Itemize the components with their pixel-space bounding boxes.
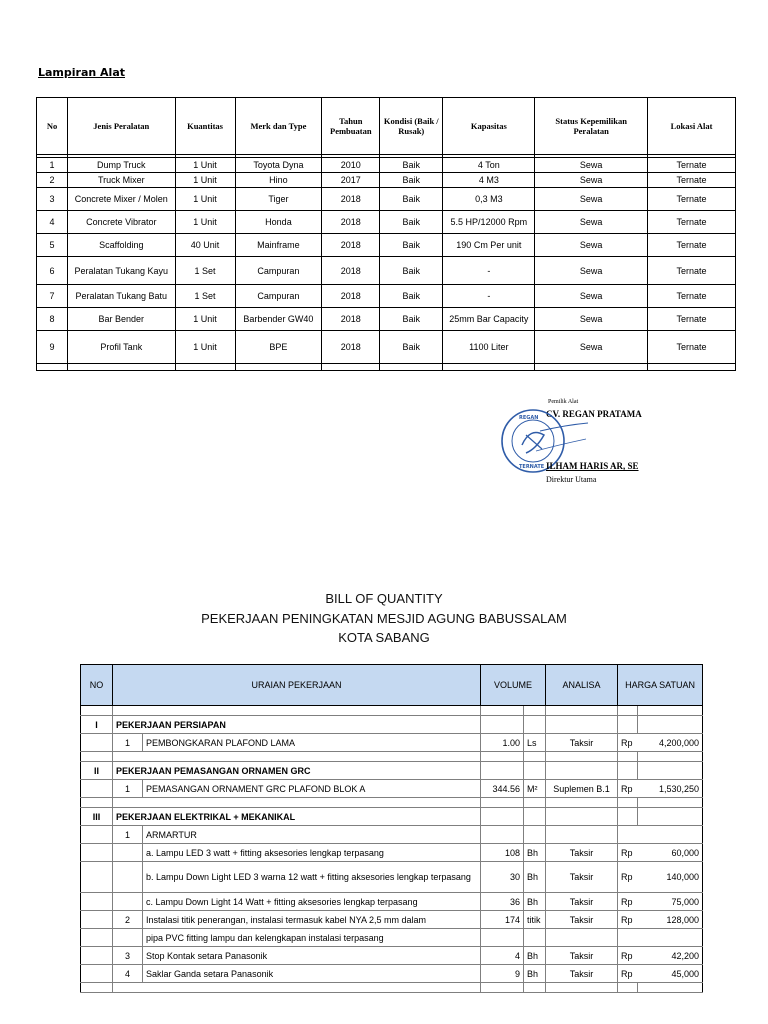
- location: Ternate: [648, 331, 736, 364]
- item-unit: Bh: [524, 947, 546, 965]
- section-row: [81, 716, 703, 734]
- item-no: 1: [113, 780, 143, 798]
- location: Ternate: [648, 234, 736, 257]
- condition: Baik: [380, 331, 443, 364]
- table-row: [37, 308, 736, 331]
- table-row: [81, 911, 703, 929]
- signer-role: Direktur Utama: [546, 475, 597, 484]
- table-row: [37, 331, 736, 364]
- col-header: Kondisi (Baik / Rusak): [380, 98, 443, 155]
- section-no: I: [81, 716, 113, 734]
- item-desc: PEMBONGKARAN PLAFOND LAMA: [143, 734, 481, 752]
- row-no: 6: [37, 257, 68, 285]
- boq-header-uraian: URAIAN PEKERJAAN: [113, 665, 481, 706]
- ownership-status: Sewa: [535, 331, 648, 364]
- item-rp: Rp: [618, 893, 638, 911]
- quantity: 1 Unit: [175, 173, 235, 188]
- brand-type: Campuran: [235, 285, 322, 308]
- ownership-status: Sewa: [535, 257, 648, 285]
- condition: Baik: [380, 234, 443, 257]
- location: Ternate: [648, 158, 736, 173]
- item-price: 45,000: [638, 965, 703, 983]
- quantity: 1 Set: [175, 285, 235, 308]
- item-analisa: Taksir: [546, 965, 618, 983]
- item-rp: Rp: [618, 780, 638, 798]
- boq-title: BILL OF QUANTITY: [325, 591, 443, 606]
- item-volume: 36: [481, 893, 524, 911]
- item-price: 75,000: [638, 893, 703, 911]
- col-header: Jenis Peralatan: [68, 98, 176, 155]
- quantity: 40 Unit: [175, 234, 235, 257]
- item-volume: 108: [481, 844, 524, 862]
- equipment-type: Peralatan Tukang Batu: [68, 285, 176, 308]
- section-no: III: [81, 808, 113, 826]
- item-rp: Rp: [618, 844, 638, 862]
- equipment-type: Bar Bender: [68, 308, 176, 331]
- item-price: 60,000: [638, 844, 703, 862]
- item-desc: Saklar Ganda setara Panasonik: [143, 965, 481, 983]
- item-analisa: Taksir: [546, 911, 618, 929]
- capacity: 4 Ton: [443, 158, 535, 173]
- capacity: 5.5 HP/12000 Rpm: [443, 211, 535, 234]
- row-no: 9: [37, 331, 68, 364]
- item-desc: a. Lampu LED 3 watt + fitting aksesories lengkap terpasang: [143, 844, 481, 862]
- owner-label: Pemilik Alat: [548, 399, 579, 405]
- item-analisa: Suplemen B.1: [546, 780, 618, 798]
- table-row: [81, 844, 703, 862]
- year: 2018: [322, 257, 380, 285]
- item-no: 3: [113, 947, 143, 965]
- year: 2010: [322, 158, 380, 173]
- section-title: PEKERJAAN PERSIAPAN: [113, 716, 481, 734]
- boq-header-volume: VOLUME: [481, 665, 546, 706]
- table-row: [81, 780, 703, 798]
- item-analisa: Taksir: [546, 947, 618, 965]
- svg-text:TERNATE: TERNATE: [519, 464, 545, 470]
- ownership-status: Sewa: [535, 308, 648, 331]
- item-price: 42,200: [638, 947, 703, 965]
- item-no: 1: [113, 734, 143, 752]
- condition: Baik: [380, 188, 443, 211]
- condition: Baik: [380, 285, 443, 308]
- table-row: [81, 965, 703, 983]
- brand-type: Hino: [235, 173, 322, 188]
- brand-type: Toyota Dyna: [235, 158, 322, 173]
- location: Ternate: [648, 257, 736, 285]
- item-volume: 4: [481, 947, 524, 965]
- item-no: 2: [113, 911, 143, 929]
- item-unit: titik: [524, 911, 546, 929]
- item-unit: M²: [524, 780, 546, 798]
- item-analisa: Taksir: [546, 734, 618, 752]
- capacity: -: [443, 257, 535, 285]
- year: 2018: [322, 285, 380, 308]
- table-row: [81, 862, 703, 893]
- table-row: [37, 188, 736, 211]
- table-row: [37, 211, 736, 234]
- item-unit: Bh: [524, 844, 546, 862]
- equipment-type: Concrete Vibrator: [68, 211, 176, 234]
- item-volume: 344.56: [481, 780, 524, 798]
- location: Ternate: [648, 308, 736, 331]
- capacity: 25mm Bar Capacity: [443, 308, 535, 331]
- item-volume: 9: [481, 965, 524, 983]
- row-no: 5: [37, 234, 68, 257]
- col-header: Merk dan Type: [235, 98, 322, 155]
- item-rp: Rp: [618, 862, 638, 893]
- row-no: 2: [37, 173, 68, 188]
- item-price: 128,000: [638, 911, 703, 929]
- location: Ternate: [648, 285, 736, 308]
- section-no: II: [81, 762, 113, 780]
- item-rp: Rp: [618, 947, 638, 965]
- quantity: 1 Unit: [175, 188, 235, 211]
- brand-type: BPE: [235, 331, 322, 364]
- condition: Baik: [380, 308, 443, 331]
- table-row: [81, 929, 703, 947]
- row-no: 8: [37, 308, 68, 331]
- item-unit: Bh: [524, 893, 546, 911]
- boq-header-row: [81, 665, 703, 706]
- ownership-status: Sewa: [535, 285, 648, 308]
- location: Ternate: [648, 211, 736, 234]
- capacity: 0,3 M3: [443, 188, 535, 211]
- capacity: 190 Cm Per unit: [443, 234, 535, 257]
- quantity: 1 Unit: [175, 331, 235, 364]
- equipment-type: Dump Truck: [68, 158, 176, 173]
- table-row: [37, 173, 736, 188]
- table-row: [37, 158, 736, 173]
- brand-type: Tiger: [235, 188, 322, 211]
- item-rp: Rp: [618, 911, 638, 929]
- row-no: 1: [37, 158, 68, 173]
- row-no: 3: [37, 188, 68, 211]
- year: 2018: [322, 234, 380, 257]
- equipment-type: Peralatan Tukang Kayu: [68, 257, 176, 285]
- brand-type: Mainframe: [235, 234, 322, 257]
- company-name: CV. REGAN PRATAMA: [546, 409, 642, 419]
- quantity: 1 Set: [175, 257, 235, 285]
- equipment-table: [36, 97, 736, 371]
- item-analisa: Taksir: [546, 844, 618, 862]
- year: 2018: [322, 188, 380, 211]
- equipment-type: Scaffolding: [68, 234, 176, 257]
- table-row: [37, 285, 736, 308]
- item-no: 1: [113, 826, 143, 844]
- year: 2018: [322, 211, 380, 234]
- item-price: 4,200,000: [638, 734, 703, 752]
- row-no: 4: [37, 211, 68, 234]
- item-price: 140,000: [638, 862, 703, 893]
- equipment-type: Profil Tank: [68, 331, 176, 364]
- item-rp: Rp: [618, 734, 638, 752]
- boq-table: [80, 664, 703, 993]
- quantity: 1 Unit: [175, 308, 235, 331]
- row-no: 7: [37, 285, 68, 308]
- condition: Baik: [380, 257, 443, 285]
- year: 2018: [322, 331, 380, 364]
- item-rp: Rp: [618, 965, 638, 983]
- brand-type: Campuran: [235, 257, 322, 285]
- ownership-status: Sewa: [535, 234, 648, 257]
- table-row: [81, 826, 703, 844]
- capacity: -: [443, 285, 535, 308]
- item-unit: Ls: [524, 734, 546, 752]
- table-row: [37, 234, 736, 257]
- boq-header-no: NO: [81, 665, 113, 706]
- quantity: 1 Unit: [175, 158, 235, 173]
- ownership-status: Sewa: [535, 173, 648, 188]
- col-header: Tahun Pembuatan: [322, 98, 380, 155]
- condition: Baik: [380, 211, 443, 234]
- col-header: Lokasi Alat: [648, 98, 736, 155]
- item-volume: 30: [481, 862, 524, 893]
- item-volume: 1.00: [481, 734, 524, 752]
- signature-block: [496, 395, 696, 490]
- signer-name: ILHAM HARIS AR, SE: [546, 461, 639, 471]
- location: Ternate: [648, 173, 736, 188]
- equipment-type: Concrete Mixer / Molen: [68, 188, 176, 211]
- item-desc: Instalasi titik penerangan, instalasi termasuk kabel NYA 2,5 mm dalam: [143, 911, 481, 929]
- item-unit: Bh: [524, 862, 546, 893]
- table-row: [81, 893, 703, 911]
- year: 2018: [322, 308, 380, 331]
- item-unit: Bh: [524, 965, 546, 983]
- col-header: Kuantitas: [175, 98, 235, 155]
- ownership-status: Sewa: [535, 188, 648, 211]
- col-header: Status Kepemilikan Peralatan: [535, 98, 648, 155]
- equipment-header-row: [37, 98, 736, 155]
- section-row: [81, 808, 703, 826]
- condition: Baik: [380, 158, 443, 173]
- table-row: [81, 947, 703, 965]
- item-desc: b. Lampu Down Light LED 3 warna 12 watt + fitting aksesories lengkap terpasang: [143, 862, 481, 893]
- brand-type: Barbender GW40: [235, 308, 322, 331]
- col-header: No: [37, 98, 68, 155]
- lampiran-title: Lampiran Alat: [38, 66, 126, 79]
- year: 2017: [322, 173, 380, 188]
- item-desc: Stop Kontak setara Panasonik: [143, 947, 481, 965]
- ownership-status: Sewa: [535, 158, 648, 173]
- item-volume: 174: [481, 911, 524, 929]
- item-desc: ARMARTUR: [143, 826, 481, 844]
- section-title: PEKERJAAN ELEKTRIKAL + MEKANIKAL: [113, 808, 481, 826]
- item-desc-continued: pipa PVC fitting lampu dan kelengkapan instalasi terpasang: [143, 929, 481, 947]
- item-desc: c. Lampu Down Light 14 Watt + fitting aksesories lengkap terpasang: [143, 893, 481, 911]
- item-no: 4: [113, 965, 143, 983]
- col-header: Kapasitas: [443, 98, 535, 155]
- boq-header-harga: HARGA SATUAN: [618, 665, 703, 706]
- ownership-status: Sewa: [535, 211, 648, 234]
- brand-type: Honda: [235, 211, 322, 234]
- capacity: 4 M3: [443, 173, 535, 188]
- table-row: [81, 734, 703, 752]
- boq-location: KOTA SABANG: [338, 630, 430, 645]
- equipment-type: Truck Mixer: [68, 173, 176, 188]
- item-desc: PEMASANGAN ORNAMENT GRC PLAFOND BLOK A: [143, 780, 481, 798]
- condition: Baik: [380, 173, 443, 188]
- item-price: 1,530,250: [638, 780, 703, 798]
- section-title: PEKERJAAN PEMASANGAN ORNAMEN GRC: [113, 762, 481, 780]
- quantity: 1 Unit: [175, 211, 235, 234]
- item-analisa: Taksir: [546, 862, 618, 893]
- item-analisa: Taksir: [546, 893, 618, 911]
- capacity: 1100 Liter: [443, 331, 535, 364]
- boq-subtitle: PEKERJAAN PENINGKATAN MESJID AGUNG BABUSSALAM: [201, 611, 567, 626]
- section-row: [81, 762, 703, 780]
- location: Ternate: [648, 188, 736, 211]
- table-row: [37, 257, 736, 285]
- svg-text:REGAN: REGAN: [519, 415, 539, 421]
- boq-header-analisa: ANALISA: [546, 665, 618, 706]
